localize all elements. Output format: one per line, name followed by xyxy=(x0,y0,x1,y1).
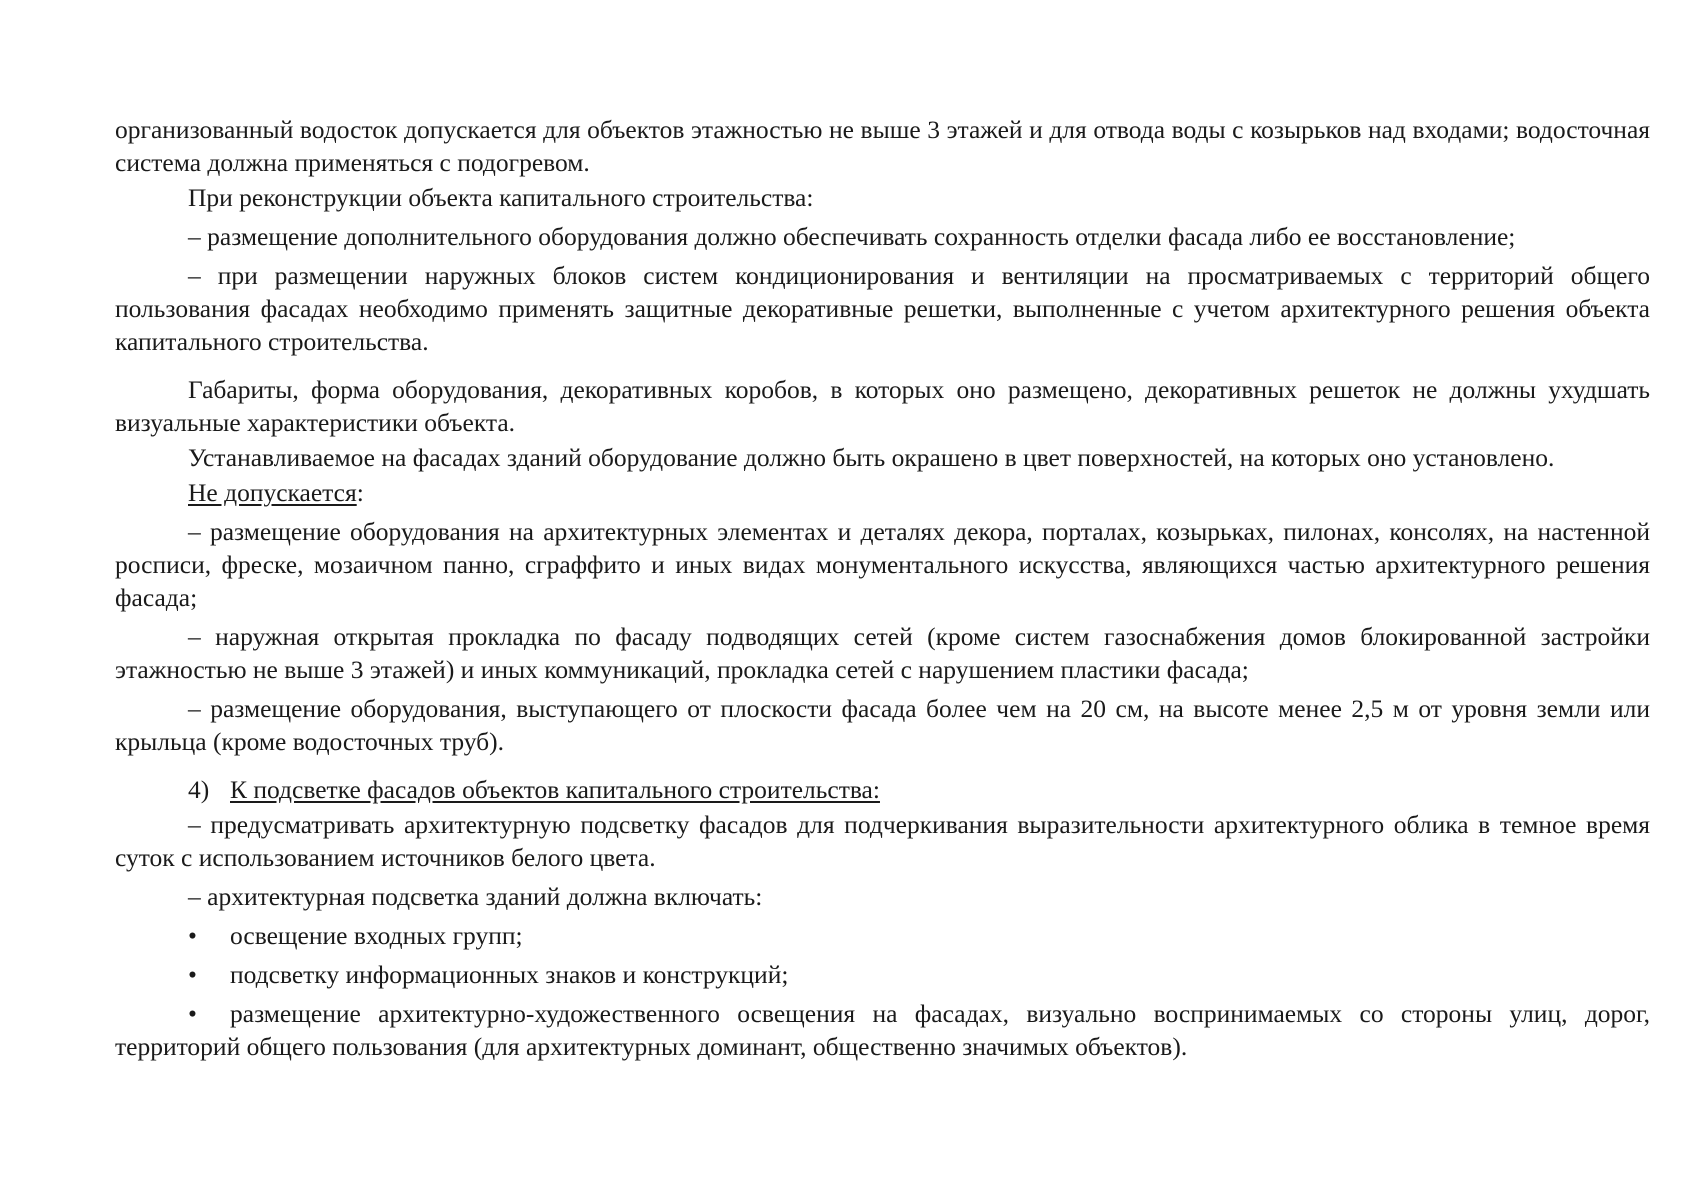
section-title: К подсветке фасадов объектов капитального строительства: xyxy=(230,775,880,804)
heading-not-allowed-text: Не допускается xyxy=(188,478,357,507)
bullet-item-text: размещение архитектурно-художественного освещения на фасадах, визуально воспринимаемых со стороны улиц, дорог, территорий общего пользования (для архитектурных доминант, общественно значимых объектов). xyxy=(115,999,1650,1061)
paragraph-reconstruction-intro: При реконструкции объекта капитального строительства: xyxy=(188,183,814,212)
bullet-icon: • xyxy=(188,921,197,950)
section-number: 4) xyxy=(188,775,210,804)
paragraph-lighting-include: – архитектурная подсветка зданий должна включать: xyxy=(188,882,763,911)
paragraph-prohibited-networks: – наружная открытая прокладка по фасаду подводящих сетей (кроме систем газоснабжения домов блокированной застройки этажностью не выше 3 этажей) и иных коммуникаций, прокладка сетей с нарушением пластики фасада; xyxy=(115,622,1650,684)
bullet-icon: • xyxy=(188,960,197,989)
paragraph-prohibited-placement: – размещение оборудования на архитектурных элементах и деталях декора, порталах, козырьках, пилонах, консолях, на настенной росписи, фреске, мозаичном панно, сграффито и иных видах монументального искусства, являющихся частью архитектурного решения фасада; xyxy=(115,517,1650,612)
paragraph-additional-equipment: – размещение дополнительного оборудования должно обеспечивать сохранность отделки фасада либо ее восстановление; xyxy=(188,222,1516,251)
bullet-item xyxy=(115,958,1650,991)
bullet-item-text: подсветку информационных знаков и конструкций; xyxy=(230,960,789,989)
paragraph-lighting-requirement: – предусматривать архитектурную подсветку фасадов для подчеркивания выразительности архитектурного облика в темное время суток с использованием источников белого цвета. xyxy=(115,810,1650,872)
heading-not-allowed xyxy=(115,476,1650,509)
heading-not-allowed-colon: : xyxy=(356,478,364,507)
paragraph-equipment-color: Устанавливаемое на фасадах зданий оборудование должно быть окрашено в цвет поверхностей, на которых оно установлено. xyxy=(188,443,1555,472)
bullet-item xyxy=(115,919,1650,952)
section-4-heading xyxy=(115,773,1650,806)
bullet-item xyxy=(115,997,1650,1063)
bullet-icon: • xyxy=(188,999,197,1028)
bullet-item-text: освещение входных групп; xyxy=(230,921,523,950)
paragraph-dimensions: Габариты, форма оборудования, декоративных коробов, в которых оно размещено, декоративных решеток не должны ухудшать визуальные характеристики объекта. xyxy=(115,375,1650,437)
paragraph-prohibited-protrusion: – размещение оборудования, выступающего от плоскости фасада более чем на 20 см, на высоте менее 2,5 м от уровня земли или крыльца (кроме водосточных труб). xyxy=(115,694,1650,756)
document-page xyxy=(115,113,1650,1063)
paragraph-drainage: организованный водосток допускается для объектов этажностью не выше 3 этажей и для отвода воды с козырьков над входами; водосточная система должна применяться с подогревом. xyxy=(115,115,1650,177)
paragraph-outdoor-units: – при размещении наружных блоков систем кондиционирования и вентиляции на просматриваемых с территорий общего пользования фасадах необходимо применять защитные декоративные решетки, выполненные с учетом архитектурного решения объекта капитального строительства. xyxy=(115,261,1650,356)
